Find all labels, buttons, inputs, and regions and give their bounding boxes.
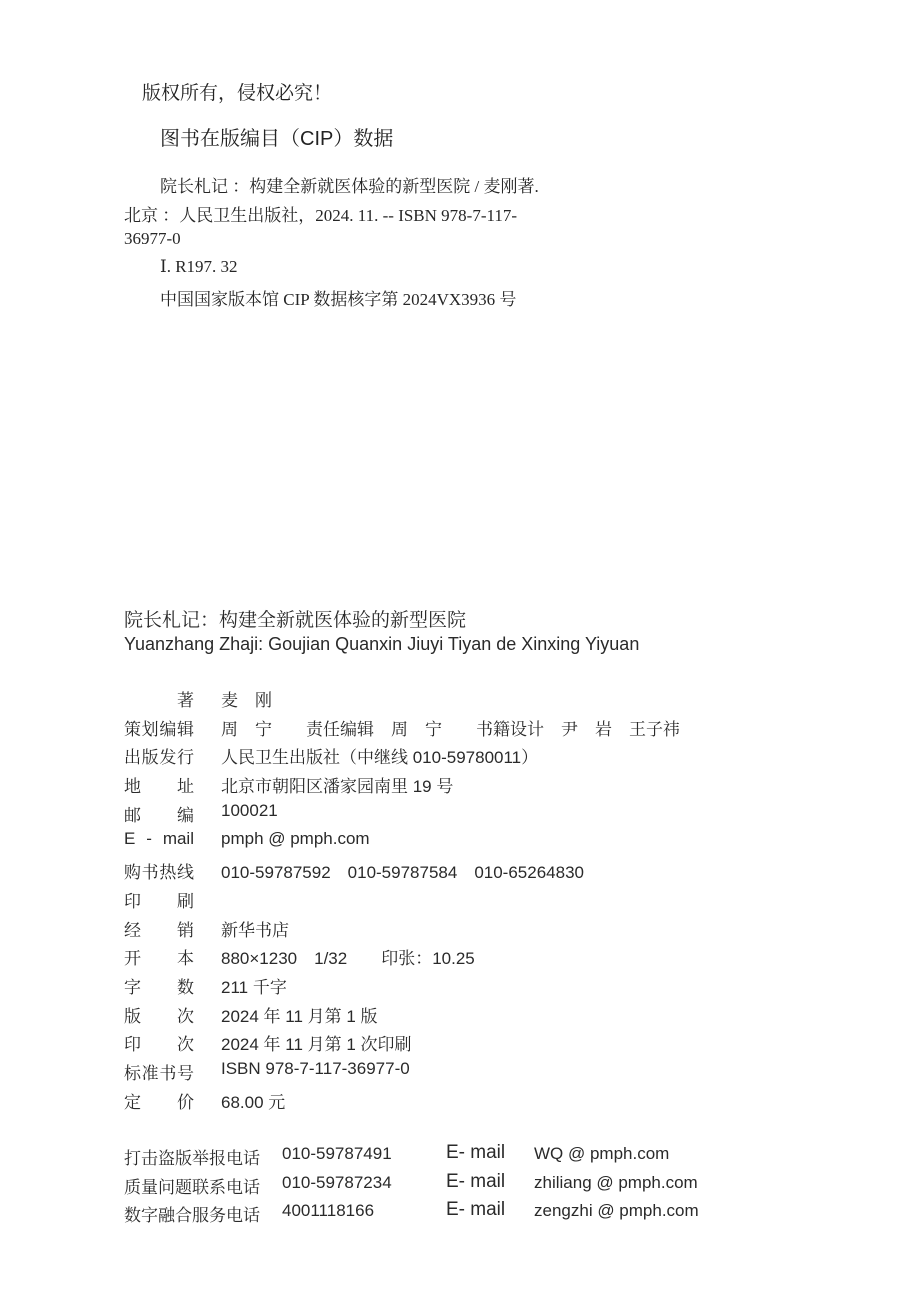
meta-row-publisher — [124, 743, 744, 772]
contact-email: zhiliang @ pmph.com — [534, 1172, 698, 1192]
cip-line: 36977-0 — [124, 229, 181, 248]
meta-label: 著 — [177, 691, 194, 710]
contact-email-label: E- mail — [446, 1170, 506, 1192]
meta-row-distributor — [124, 916, 744, 945]
meta-label: 开 本 — [124, 949, 194, 969]
contact-phone: 010-59787234 — [282, 1172, 392, 1192]
contact-info — [124, 1144, 764, 1230]
meta-value: 麦 刚 — [221, 691, 272, 710]
book-pinyin-title: Yuanzhang Zhaji: Goujian Quanxin Jiuyi Tiyan de Xinxing Yiyuan — [124, 634, 640, 654]
meta-value: 人民卫生出版社（中继线 010-59780011） — [221, 748, 539, 768]
meta-value: 880×1230 1/32 印张：10.25 — [221, 949, 475, 969]
contact-row-quality — [124, 1170, 764, 1202]
publication-metadata — [124, 686, 744, 1116]
cip-line: 院长札记 ：构建全新就医体验的新型医院 / 麦刚著. — [160, 177, 539, 196]
meta-value: ISBN 978-7-117-36977-0 — [221, 1058, 410, 1078]
meta-label: 策划编辑 — [124, 719, 194, 739]
cip-line: Ⅰ. R197. 32 — [160, 257, 238, 276]
cip-line: 中国国家版本馆 CIP 数据核字第 2024VX3936 号 — [160, 290, 517, 309]
contact-row-digital — [124, 1201, 764, 1230]
meta-value: 周 宁 责任编辑 周 宁 书籍设计 尹 岩 王子祎 — [221, 719, 680, 739]
meta-label: 版 次 — [124, 1006, 194, 1026]
meta-row-price — [124, 1088, 744, 1117]
meta-value: 2024 年 11 月第 1 版 — [221, 1006, 378, 1026]
meta-label: 出版发行 — [124, 748, 194, 768]
meta-row-author — [124, 686, 744, 715]
meta-row-editors — [124, 715, 744, 744]
contact-phone: 4001118166 — [282, 1201, 375, 1220]
meta-value: 北京市朝阳区潘家园南里 19 号 — [221, 777, 454, 797]
meta-row-edition — [124, 1002, 744, 1031]
contact-email-label: E- mail — [446, 1142, 506, 1163]
contact-email: zengzhi @ pmph.com — [534, 1201, 699, 1220]
contact-phone: 010-59787491 — [282, 1144, 392, 1163]
cip-line: 北京 ：人民卫生出版社，2024. 11. -- ISBN 978-7-117- — [124, 206, 518, 225]
meta-value: 100021 — [221, 800, 278, 820]
meta-row-address — [124, 772, 744, 801]
meta-value: 010-59787592 010-59787584 010-65264830 — [221, 863, 584, 883]
meta-value: 2024 年 11 月第 1 次印刷 — [221, 1035, 412, 1055]
contact-label: 质量问题联系电话 — [124, 1177, 260, 1197]
meta-row-word-count — [124, 973, 744, 1002]
meta-row-postcode — [124, 801, 744, 830]
meta-value: 211 千字 — [221, 977, 287, 997]
meta-row-isbn — [124, 1059, 744, 1088]
meta-value: pmph @ pmph.com — [221, 829, 370, 849]
contact-email-label: E- mail — [446, 1199, 506, 1220]
meta-label: 购书热线 — [124, 863, 194, 883]
book-title: 院长札记：构建全新就医体验的新型医院 — [124, 610, 467, 631]
meta-row-hotline — [124, 858, 744, 887]
meta-label: 印 刷 — [124, 891, 194, 911]
meta-row-email — [124, 829, 744, 858]
meta-label: 邮 编 — [124, 805, 194, 825]
meta-label: 经 销 — [124, 920, 194, 940]
copyright-notice: 版权所有，侵权必究！ — [142, 83, 333, 104]
contact-row-piracy — [124, 1144, 764, 1173]
meta-label: E - mail — [124, 829, 194, 849]
meta-label: 标准书号 — [124, 1063, 194, 1083]
meta-label: 印 次 — [124, 1035, 194, 1055]
meta-label: 字 数 — [124, 977, 194, 997]
meta-value: 68.00 元 — [221, 1092, 286, 1112]
contact-label: 数字融合服务电话 — [124, 1206, 260, 1225]
meta-row-printer — [124, 887, 744, 916]
cip-heading: 图书在版编目（CIP）数据 — [160, 128, 394, 150]
meta-label: 定 价 — [124, 1092, 194, 1112]
contact-email: WQ @ pmph.com — [534, 1144, 670, 1163]
meta-row-printing — [124, 1030, 744, 1059]
meta-value: 新华书店 — [221, 920, 289, 940]
meta-label: 地 址 — [124, 777, 194, 797]
meta-row-format — [124, 944, 744, 973]
contact-label: 打击盗版举报电话 — [124, 1149, 260, 1168]
